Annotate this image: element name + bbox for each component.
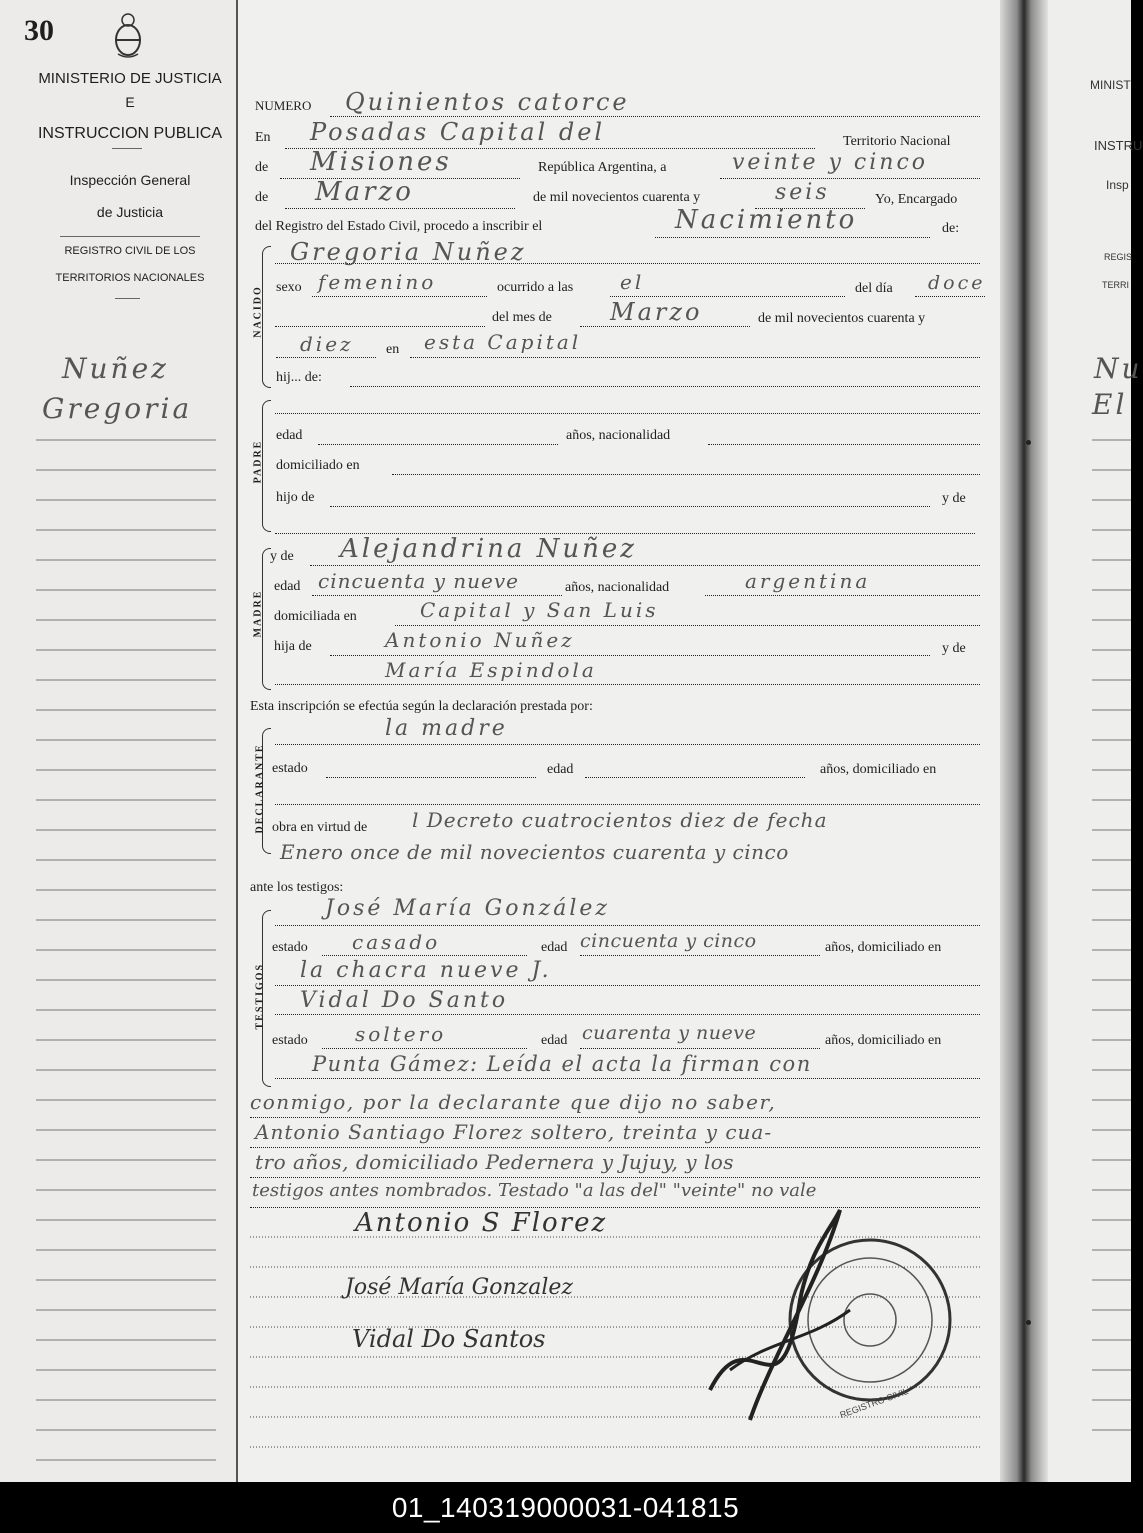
madre-domiciliada-label: domiciliada en <box>274 609 357 624</box>
t1-edad-value: cincuenta y cinco <box>580 930 757 952</box>
book-spine <box>1000 0 1048 1482</box>
madre-hija-label: hija de <box>274 639 312 654</box>
padre-domiciliado-label: domiciliado en <box>276 458 360 473</box>
t1-edad-label: edad <box>541 940 568 955</box>
right-instruccion: INSTRU <box>1094 138 1143 153</box>
ministry-subtitle: INSTRUCCION PUBLICA <box>37 125 223 142</box>
right-territorios: TERRI <box>1102 280 1129 290</box>
testigo1-name: José María González <box>325 896 611 921</box>
closing-line-2: Antonio Santiago Florez soltero, treinta y cua- <box>255 1120 773 1144</box>
inspection-subtitle: de Justicia <box>96 204 164 220</box>
section-padre: PADRE <box>252 439 264 484</box>
numero-value: Quinientos catorce <box>345 88 630 116</box>
closing-line-1: conmigo, por la declarante que dijo no saber, <box>250 1090 777 1114</box>
ocurrido-label: ocurrido a las <box>497 280 574 295</box>
anio-value: diez <box>300 332 354 356</box>
section-madre: MADRE <box>252 589 264 638</box>
t2-edad-value: cuarenta y nueve <box>582 1022 757 1044</box>
de-value: Misiones <box>310 147 452 177</box>
territorio-label: Territorio Nacional <box>843 134 951 149</box>
margin-surname: Nuñez <box>62 352 169 385</box>
closing-line-4: testigos antes nombrados. Testado "a las del" "veinte" no vale <box>252 1180 817 1201</box>
registry-title: REGISTRO CIVIL DE LOS <box>64 245 196 257</box>
registry-subtitle: TERRITORIOS NACIONALES <box>55 272 205 284</box>
image-id-footer: 01_140319000031-041815 <box>0 1482 1131 1533</box>
de-label: de <box>255 160 269 175</box>
mes-label: del mes de <box>492 310 552 325</box>
madre-madre-value: María Espindola <box>385 658 597 682</box>
date-day-value: veinte y cinco <box>732 150 929 175</box>
sexo-value: femenino <box>318 270 437 294</box>
section-declarante: DECLARANTE <box>254 743 266 834</box>
republica-label: República Argentina, a <box>538 160 667 175</box>
padre-hijo-label: hijo de <box>276 490 315 505</box>
yo-label: Yo, Encargado <box>875 192 958 207</box>
madre-yde2-label: y de <box>942 641 966 656</box>
right-inspeccion: Insp <box>1106 178 1129 192</box>
obra-label: obra en virtud de <box>272 820 368 835</box>
nacido-mil-label: de mil novecientos cuarenta y <box>758 311 926 326</box>
child-name: Gregoria Nuñez <box>290 238 527 266</box>
de2-label: de <box>255 190 269 205</box>
t2-dom-value: Punta Gámez: Leída el acta la firman con <box>312 1052 812 1076</box>
madre-padres-value: Antonio Nuñez <box>385 628 575 652</box>
madre-nac-value: argentina <box>745 569 871 593</box>
t2-anios-label: años, domiciliado en <box>825 1033 942 1048</box>
right-ministerio: MINIST <box>1090 78 1131 92</box>
hora-value: el <box>620 270 645 294</box>
right-registro: REGIS <box>1104 252 1133 262</box>
closing-line-3: tro años, domiciliado Pedernera y Jujuy, y los <box>255 1150 735 1174</box>
testigo2-name: Vidal Do Santo <box>300 988 509 1013</box>
coat-of-arms-icon <box>110 10 146 60</box>
left-ledger-column <box>0 0 238 1482</box>
right-margin-2: El <box>1092 388 1128 421</box>
declarante-estado-label: estado <box>272 761 308 776</box>
page-number: 30 <box>24 14 54 47</box>
seal-text: REGISTRO CIVIL <box>838 1385 910 1421</box>
adjacent-page <box>1048 0 1143 1482</box>
madre-name: Alejandrina Nuñez <box>340 534 638 564</box>
padre-edad-label: edad <box>276 428 303 443</box>
month-value: Marzo <box>315 177 414 207</box>
obra-value: l Decreto cuatrocientos diez de fecha <box>412 808 828 832</box>
en-label: En <box>255 130 271 145</box>
hij-label: hij... de: <box>276 370 322 385</box>
madre-dom-value: Capital y San Luis <box>420 598 659 622</box>
padre-yde-label: y de <box>942 491 966 506</box>
ministry-title: MINISTERIO DE JUSTICIA <box>38 70 222 87</box>
mil-label: de mil novecientos cuarenta y <box>533 190 701 205</box>
signature-jose: José María Gonzalez <box>345 1275 574 1300</box>
registro-label: del Registro del Estado Civil, procedo a inscribir el <box>255 219 543 234</box>
t1-dom-value: la chacra nueve J. <box>300 958 552 983</box>
ministry-conj: E <box>125 94 135 110</box>
t2-estado-label: estado <box>272 1033 308 1048</box>
sexo-label: sexo <box>276 280 302 295</box>
t2-edad-label: edad <box>541 1033 568 1048</box>
dia-label: del día <box>855 281 893 296</box>
testigos-label: ante los testigos: <box>250 880 344 895</box>
inspection-title: Inspección General <box>69 172 191 188</box>
t1-anios-label: años, domiciliado en <box>825 940 942 955</box>
t1-estado-label: estado <box>272 940 308 955</box>
section-testigos: TESTIGOS <box>254 962 266 1030</box>
acto-value: Nacimiento <box>675 205 858 235</box>
inscripcion-label: Esta inscripción se efectúa según la declaración prestada por: <box>250 699 593 714</box>
t2-estado-value: soltero <box>355 1022 447 1046</box>
declarante-edad-label: edad <box>547 762 574 777</box>
mes-value: Marzo <box>610 298 703 326</box>
section-nacido: NACIDO <box>252 285 264 338</box>
madre-edad-label: edad <box>274 579 301 594</box>
ledger-lines <box>36 440 216 1470</box>
t1-estado-value: casado <box>352 930 441 954</box>
nacido-en-label: en <box>386 342 400 357</box>
margin-given-name: Gregoria <box>42 392 193 425</box>
numero-label: NUMERO <box>255 98 312 113</box>
obra-value-2: Enero once de mil novecientos cuarenta y cinco <box>280 840 789 864</box>
right-margin-1: Nu <box>1094 352 1143 385</box>
madre-anios-label: años, nacionalidad <box>565 580 670 595</box>
declarante-value: la madre <box>385 716 508 741</box>
dia-value: doce <box>928 272 986 294</box>
declarante-anios-label: años, domiciliado en <box>820 762 937 777</box>
signature-antonio: Antonio S Florez <box>355 1208 608 1238</box>
padre-anios-label: años, nacionalidad <box>566 428 671 443</box>
de3-label: de: <box>942 221 960 236</box>
madre-edad-value: cincuenta y nueve <box>318 569 519 593</box>
signature-vidal: Vidal Do Santos <box>352 1325 546 1353</box>
official-seal-icon <box>690 1190 960 1440</box>
lugar-value: esta Capital <box>424 330 582 354</box>
madre-yde-label: y de <box>270 549 294 564</box>
en-value: Posadas Capital del <box>310 118 606 146</box>
year-value: seis <box>775 180 830 205</box>
